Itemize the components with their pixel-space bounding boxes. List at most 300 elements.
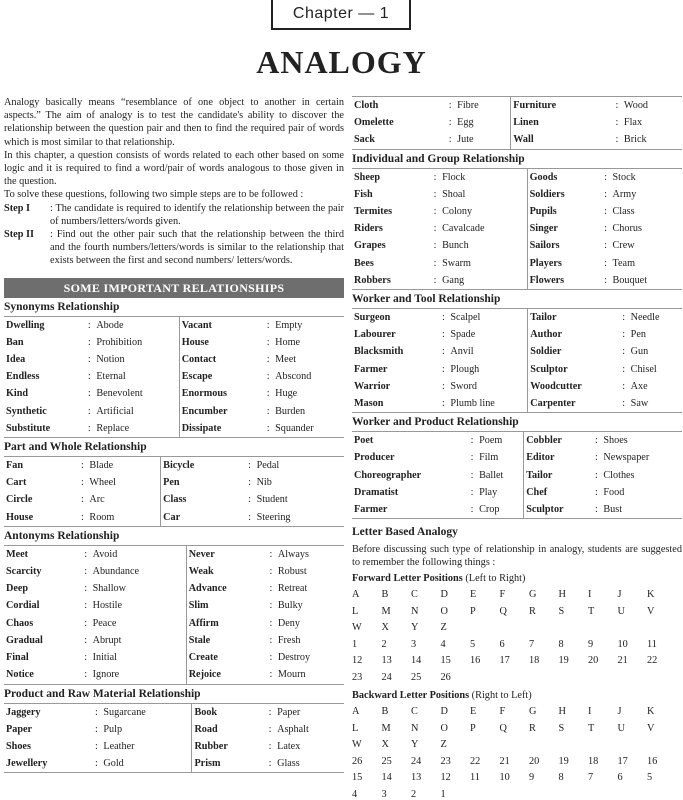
term-2: Woodcutter <box>528 378 619 395</box>
term-2: Book <box>192 703 265 721</box>
position-cell: B <box>381 589 389 601</box>
colon: : <box>268 758 272 770</box>
table-row <box>352 255 682 272</box>
colon: : <box>470 469 474 481</box>
related-2: Bulky <box>277 600 303 612</box>
related-2: Food <box>603 486 625 498</box>
table-row <box>4 403 344 420</box>
colon: : <box>441 312 445 324</box>
raw-material-continued <box>352 96 682 150</box>
term-1: Cordial <box>6 600 40 612</box>
table-row <box>352 131 682 149</box>
term-1: Synthetic <box>6 405 47 417</box>
position-cell <box>529 670 559 687</box>
related-2: Glass <box>277 758 300 770</box>
related-1: Eternal <box>96 371 126 383</box>
related-2: Mourn <box>277 669 306 681</box>
related-1: Peace <box>92 617 117 629</box>
position-cell: F <box>499 706 506 718</box>
colon: : <box>433 171 437 183</box>
term-2: Author <box>528 326 619 343</box>
colon: : <box>266 388 270 400</box>
term-1: Dramatist <box>354 486 399 498</box>
colon: : <box>470 504 474 516</box>
relationship-table <box>352 431 682 519</box>
position-cell: Z <box>440 739 447 751</box>
position-cell: E <box>470 706 477 718</box>
colon: : <box>87 422 91 434</box>
colon: : <box>441 398 445 410</box>
term-2: Sculptor <box>524 501 592 519</box>
position-cell <box>559 787 589 800</box>
table-row <box>4 491 344 508</box>
position-cell: A <box>352 589 360 601</box>
position-cell: S <box>558 605 565 617</box>
table-row <box>4 580 344 597</box>
term-2: Cobbler <box>524 432 592 450</box>
position-cell: K <box>647 589 655 601</box>
term-2: Players <box>527 255 600 272</box>
position-cell <box>588 737 618 754</box>
position-cell: D <box>440 706 448 718</box>
term-2: Road <box>192 721 265 738</box>
related-2: Nib <box>256 477 272 489</box>
position-cell: U <box>617 722 625 734</box>
position-cell: 19 <box>558 655 569 667</box>
position-cell <box>647 620 677 637</box>
position-cell <box>559 620 589 637</box>
term-1: Sack <box>354 134 375 146</box>
related-1: Spade <box>450 329 476 341</box>
backward-positions-grid <box>352 704 682 800</box>
table-row <box>352 343 682 360</box>
position-cell: 23 <box>352 671 363 683</box>
table-row <box>4 457 344 475</box>
term-2: Rejoice <box>186 666 266 684</box>
position-cell: 9 <box>588 638 594 650</box>
table-row <box>352 432 682 450</box>
term-1: Warrior <box>354 380 391 392</box>
term-1: Ban <box>6 336 24 348</box>
related-1: Room <box>89 511 115 523</box>
colon: : <box>94 723 98 735</box>
related-2: Needle <box>630 312 660 324</box>
colon: : <box>604 240 607 252</box>
related-2: Saw <box>630 398 649 410</box>
table-row <box>4 334 344 351</box>
related-1: Cavalcade <box>442 223 485 235</box>
term-2: Advance <box>186 580 266 597</box>
term-2: Bicycle <box>161 457 245 475</box>
table-row <box>352 395 682 413</box>
position-cell: C <box>411 706 418 718</box>
colon: : <box>87 405 91 417</box>
colon: : <box>87 336 91 348</box>
colon: : <box>441 329 445 341</box>
colon: : <box>615 117 619 129</box>
forward-positions-grid <box>352 587 682 686</box>
step-2-label: Step II <box>4 229 35 241</box>
table-row <box>352 220 682 237</box>
term-1: Circle <box>6 494 33 506</box>
term-1: Sheep <box>354 171 381 183</box>
colon: : <box>84 583 88 595</box>
table-row <box>352 378 682 395</box>
related-1: Egg <box>457 117 474 129</box>
term-2: Sculptor <box>528 361 619 378</box>
position-cell: U <box>617 605 625 617</box>
related-1: Fibre <box>457 100 479 111</box>
position-cell: 26 <box>440 671 451 683</box>
backward-title-bold: Backward Letter Positions <box>352 690 470 702</box>
position-cell: 6 <box>617 772 623 784</box>
table-row <box>4 316 344 334</box>
related-2: Stock <box>612 171 636 183</box>
term-1: Omelette <box>354 117 394 129</box>
related-2: Clothes <box>603 469 635 481</box>
term-2: Sailors <box>527 237 600 254</box>
related-1: Colony <box>442 206 473 218</box>
colon: : <box>87 319 91 331</box>
backward-positions-title <box>352 690 682 704</box>
colon: : <box>470 435 474 447</box>
position-cell: C <box>411 589 418 601</box>
intro-section <box>4 96 344 268</box>
related-2: Student <box>256 494 288 506</box>
relationship-table <box>4 316 344 438</box>
position-cell: 18 <box>529 655 540 667</box>
position-cell: P <box>470 605 476 617</box>
colon: : <box>248 460 251 472</box>
related-1: Leather <box>103 740 135 752</box>
term-1: Endless <box>6 371 40 383</box>
position-cell: 17 <box>499 655 510 667</box>
position-cell: 6 <box>499 638 505 650</box>
colon: : <box>269 600 273 612</box>
colon: : <box>622 380 626 392</box>
related-2: Empty <box>275 319 303 331</box>
position-cell: H <box>558 589 566 601</box>
colon: : <box>269 652 273 664</box>
term-2: Enormous <box>179 385 263 402</box>
position-cell <box>588 620 618 637</box>
right-section-title: Worker and Tool Relationship <box>352 293 501 306</box>
position-cell: 4 <box>440 638 446 650</box>
term-1: Kind <box>6 388 29 400</box>
position-cell: 1 <box>440 788 446 800</box>
step-1-label: Step I <box>4 202 31 214</box>
related-1: Shallow <box>92 583 127 595</box>
term-1: Surgeon <box>354 312 391 324</box>
colon: : <box>87 354 91 366</box>
position-cell <box>618 737 648 754</box>
table-row <box>4 474 344 491</box>
position-cell: 21 <box>499 755 510 767</box>
position-cell <box>647 737 677 754</box>
colon: : <box>615 134 619 146</box>
position-cell: 19 <box>558 755 569 767</box>
related-2: Gun <box>630 346 649 358</box>
forward-title-rest: (Left to Right) <box>462 573 526 585</box>
related-2: Robust <box>277 566 307 578</box>
term-1: Meet <box>6 548 29 560</box>
related-1: Benevolent <box>96 388 143 400</box>
position-cell: O <box>440 722 448 734</box>
table-row <box>352 168 682 186</box>
term-2: Create <box>186 649 266 666</box>
position-cell: 7 <box>529 638 535 650</box>
colon: : <box>622 363 626 375</box>
position-cell: S <box>558 722 565 734</box>
related-1: Flock <box>442 171 466 183</box>
position-cell: Z <box>440 622 447 634</box>
position-cell: 8 <box>558 638 564 650</box>
term-1: Notice <box>6 669 34 681</box>
table-row <box>4 509 344 527</box>
colon: : <box>448 117 452 129</box>
related-2: Flax <box>623 117 643 129</box>
term-2: House <box>179 334 263 351</box>
term-2: Pupils <box>527 203 600 220</box>
table-row <box>4 597 344 614</box>
colon: : <box>615 100 619 111</box>
table-row <box>352 501 682 519</box>
term-1: Producer <box>354 452 395 464</box>
position-cell: 23 <box>440 755 451 767</box>
letter-analogy-title: Letter Based Analogy <box>352 526 458 539</box>
table-row <box>4 738 344 755</box>
colon: : <box>604 188 607 200</box>
relationship-table <box>352 168 682 290</box>
position-cell: 4 <box>352 788 358 800</box>
colon: : <box>94 706 98 718</box>
position-cell: L <box>352 605 359 617</box>
table-row <box>352 361 682 378</box>
colon: : <box>604 274 607 286</box>
position-cell: N <box>411 605 419 617</box>
term-2: Dissipate <box>179 420 263 438</box>
table-row <box>4 545 344 563</box>
position-cell: 5 <box>647 772 653 784</box>
term-2: Singer <box>527 220 600 237</box>
term-2: Editor <box>524 449 592 466</box>
position-cell: 13 <box>411 772 422 784</box>
related-1: Arc <box>89 494 105 506</box>
position-cell: 3 <box>381 788 387 800</box>
position-cell <box>529 620 559 637</box>
related-2: Destroy <box>277 652 311 664</box>
colon: : <box>87 388 91 400</box>
term-1: Riders <box>354 223 383 235</box>
colon: : <box>470 486 474 498</box>
left-section-title: Antonyms Relationship <box>4 529 120 542</box>
term-1: Shoes <box>6 740 31 752</box>
table-row <box>352 449 682 466</box>
related-1: Pulp <box>103 723 123 735</box>
colon: : <box>604 257 607 269</box>
term-2: Class <box>161 491 245 508</box>
position-cell: J <box>617 706 622 718</box>
term-2: Rubber <box>192 738 265 755</box>
related-1: Hostile <box>92 600 123 612</box>
position-cell: 26 <box>352 755 363 767</box>
term-1: Jaggery <box>6 706 41 718</box>
term-2: Pen <box>161 474 245 491</box>
position-cell: 25 <box>381 755 392 767</box>
related-2: Meet <box>275 354 297 366</box>
term-2: Car <box>161 509 245 527</box>
term-2: Linen <box>511 114 612 131</box>
related-1: Artificial <box>96 405 134 417</box>
related-2: Burden <box>275 405 306 417</box>
position-cell <box>588 670 618 687</box>
position-cell: Y <box>411 739 419 751</box>
position-cell: B <box>381 706 389 718</box>
position-cell: A <box>352 706 360 718</box>
position-cell: 14 <box>381 772 392 784</box>
position-cell <box>500 620 530 637</box>
table-row <box>4 420 344 438</box>
related-2: Crew <box>612 240 635 252</box>
left-section-title: Part and Whole Relationship <box>4 441 147 454</box>
colon: : <box>622 329 626 341</box>
colon: : <box>269 617 273 629</box>
colon: : <box>433 223 437 235</box>
colon: : <box>84 669 88 681</box>
colon: : <box>248 494 251 506</box>
position-cell: 18 <box>588 755 599 767</box>
term-2: Soldier <box>528 343 619 360</box>
colon: : <box>248 477 251 489</box>
term-1: Bees <box>354 257 374 269</box>
colon: : <box>594 469 598 481</box>
colon: : <box>268 723 272 735</box>
table-row <box>352 484 682 501</box>
position-cell <box>559 737 589 754</box>
colon: : <box>84 600 88 612</box>
term-1: Paper <box>6 723 33 735</box>
colon: : <box>84 652 88 664</box>
related-2: Wood <box>623 100 649 111</box>
related-1: Initial <box>92 652 117 664</box>
related-1: Ballet <box>479 469 504 481</box>
position-cell: 16 <box>470 655 481 667</box>
intro-paragraph-2: In this chapter, a question consists of words related to each other based on some logic and it is required to find a word/pair of words analogous to those given in the question. <box>4 149 344 188</box>
colon: : <box>81 494 84 506</box>
related-2: Bust <box>603 504 623 516</box>
related-1: Abode <box>96 319 124 331</box>
colon: : <box>266 405 270 417</box>
colon: : <box>594 486 598 498</box>
term-1: Robbers <box>354 274 391 286</box>
term-1: Fan <box>6 460 23 472</box>
term-1: Substitute <box>6 422 51 434</box>
table-row <box>352 203 682 220</box>
related-2: Army <box>612 188 637 200</box>
forward-positions-title <box>352 573 682 587</box>
step-1 <box>4 202 344 228</box>
related-1: Avoid <box>92 548 118 560</box>
colon: : <box>594 504 598 516</box>
step-2-text: : Find out the other pair such that the relationship between the third and the fourth numbers/letters/words is similar to the relationship that exists between the first and second numbers/ letters/words. <box>50 229 344 267</box>
colon: : <box>269 669 273 681</box>
position-cell: 17 <box>617 755 628 767</box>
related-1: Poem <box>479 435 503 447</box>
position-cell: N <box>411 722 419 734</box>
related-1: Scalpel <box>450 312 481 324</box>
term-1: Gradual <box>6 634 43 646</box>
position-cell: T <box>588 605 595 617</box>
position-cell: J <box>617 589 622 601</box>
term-1: Mason <box>354 398 384 410</box>
position-cell <box>529 787 559 800</box>
related-1: Bunch <box>442 240 469 252</box>
position-cell: W <box>352 622 362 634</box>
colon: : <box>268 706 272 718</box>
relationship-table <box>352 96 682 150</box>
related-2: Huge <box>275 388 298 400</box>
backward-title-rest: (Right to Left) <box>469 690 532 702</box>
related-1: Film <box>479 452 499 464</box>
position-cell: 13 <box>381 655 392 667</box>
relationship-table <box>4 456 344 527</box>
related-2: Steering <box>256 511 291 523</box>
colon: : <box>622 398 626 410</box>
position-cell: 10 <box>499 772 510 784</box>
colon: : <box>433 188 437 200</box>
colon: : <box>248 511 251 523</box>
term-1: Choreographer <box>354 469 422 481</box>
position-cell: D <box>440 589 448 601</box>
position-cell <box>500 737 530 754</box>
position-cell: 9 <box>529 772 535 784</box>
colon: : <box>604 206 607 218</box>
intro-paragraph-3: To solve these questions, following two simple steps are to be followed : <box>4 189 304 201</box>
table-row <box>4 368 344 385</box>
term-2: Vacant <box>179 316 263 334</box>
term-2: Never <box>186 545 266 563</box>
position-cell: R <box>529 722 536 734</box>
related-1: Sugarcane <box>103 706 146 718</box>
position-cell: 11 <box>470 772 480 784</box>
term-2: Stale <box>186 632 266 649</box>
position-cell: 24 <box>381 671 392 683</box>
related-1: Plumb line <box>450 398 495 410</box>
table-row <box>4 563 344 580</box>
position-cell: I <box>588 589 592 601</box>
colon: : <box>448 100 452 111</box>
position-cell: G <box>529 589 537 601</box>
colon: : <box>268 740 272 752</box>
term-1: Termites <box>354 206 393 218</box>
related-2: Home <box>275 336 301 348</box>
term-1: Scarcity <box>6 566 42 578</box>
colon: : <box>266 336 270 348</box>
position-cell <box>559 670 589 687</box>
colon: : <box>622 312 626 324</box>
position-cell: W <box>352 739 362 751</box>
term-1: Grapes <box>354 240 386 252</box>
related-2: Chorus <box>612 223 642 235</box>
colon: : <box>604 223 607 235</box>
term-2: Flowers <box>527 272 600 290</box>
term-2: Weak <box>186 563 266 580</box>
position-cell: 12 <box>352 655 363 667</box>
table-row <box>4 755 344 773</box>
position-cell: V <box>647 722 655 734</box>
position-cell: 5 <box>470 638 476 650</box>
colon: : <box>266 422 270 434</box>
